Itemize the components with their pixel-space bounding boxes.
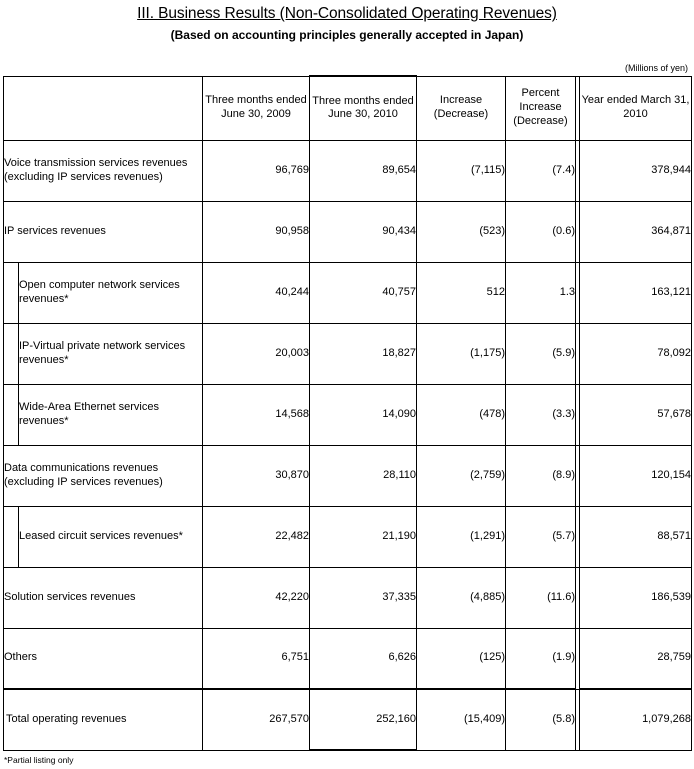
cell-q2009: 96,769: [203, 140, 310, 201]
row-label: Voice transmission services revenues (excluding IP services revenues): [4, 140, 203, 201]
cell-percent: (3.3): [506, 384, 576, 445]
header-increase: Increase (Decrease): [417, 76, 506, 140]
table-row: [4, 628, 692, 689]
cell-increase: (2,759): [417, 445, 506, 506]
cell-increase: (1,291): [417, 506, 506, 567]
cell-q2010: 40,757: [310, 262, 417, 323]
cell-q2010: 6,626: [310, 628, 417, 689]
table-row: [4, 384, 692, 445]
cell-percent: (0.6): [506, 201, 576, 262]
table-row: [4, 567, 692, 628]
cell-q2009: 90,958: [203, 201, 310, 262]
cell-q2009: 22,482: [203, 506, 310, 567]
cell-q2010: 21,190: [310, 506, 417, 567]
table-row: [4, 445, 692, 506]
cell-increase: (523): [417, 201, 506, 262]
cell-percent: (5.8): [506, 689, 576, 750]
cell-year: 378,944: [580, 140, 692, 201]
cell-increase: (15,409): [417, 689, 506, 750]
cell-increase: (478): [417, 384, 506, 445]
header-row: [4, 76, 692, 140]
row-label: IP-Virtual private network services revenues*: [19, 323, 203, 384]
cell-year: 1,079,268: [580, 689, 692, 750]
cell-year: 28,759: [580, 628, 692, 689]
cell-percent: 1.3: [506, 262, 576, 323]
row-label: IP services revenues: [4, 201, 203, 262]
cell-percent: (1.9): [506, 628, 576, 689]
row-label: Others: [4, 628, 203, 689]
cell-percent: (5.7): [506, 506, 576, 567]
cell-increase: (1,175): [417, 323, 506, 384]
cell-q2010: 28,110: [310, 445, 417, 506]
table-row: [4, 140, 692, 201]
cell-year: 120,154: [580, 445, 692, 506]
revenues-table: [3, 75, 692, 751]
row-label: Leased circuit services revenues*: [19, 506, 203, 567]
table-row: [4, 262, 692, 323]
cell-year: 88,571: [580, 506, 692, 567]
cell-q2010: 37,335: [310, 567, 417, 628]
cell-year: 78,092: [580, 323, 692, 384]
cell-q2010: 90,434: [310, 201, 417, 262]
header-q2010: Three months ended June 30, 2010: [310, 76, 417, 140]
cell-increase: 512: [417, 262, 506, 323]
table-row: [4, 201, 692, 262]
header-percent: Percent Increase (Decrease): [506, 76, 576, 140]
cell-percent: (5.9): [506, 323, 576, 384]
cell-increase: (125): [417, 628, 506, 689]
cell-year: 57,678: [580, 384, 692, 445]
cell-year: 163,121: [580, 262, 692, 323]
cell-q2009: 40,244: [203, 262, 310, 323]
cell-q2009: 30,870: [203, 445, 310, 506]
table-row: [4, 506, 692, 567]
row-label: Wide-Area Ethernet services revenues*: [19, 384, 203, 445]
cell-increase: (4,885): [417, 567, 506, 628]
row-label: Open computer network services revenues*: [19, 262, 203, 323]
page-title: III. Business Results (Non-Consolidated Operating Revenues): [137, 5, 557, 22]
units-note: (Millions of yen): [624, 63, 688, 73]
row-label: Total operating revenues: [4, 689, 203, 750]
total-row: [4, 689, 692, 750]
cell-q2010: 18,827: [310, 323, 417, 384]
cell-year: 364,871: [580, 201, 692, 262]
cell-q2009: 14,568: [203, 384, 310, 445]
cell-q2009: 267,570: [203, 689, 310, 750]
cell-q2010: 252,160: [310, 689, 417, 750]
cell-year: 186,539: [580, 567, 692, 628]
cell-percent: (11.6): [506, 567, 576, 628]
cell-increase: (7,115): [417, 140, 506, 201]
row-label: Data communications revenues (excluding IP services revenues): [4, 445, 203, 506]
cell-q2010: 14,090: [310, 384, 417, 445]
cell-q2009: 6,751: [203, 628, 310, 689]
cell-q2010: 89,654: [310, 140, 417, 201]
footnote: *Partial listing only: [4, 755, 74, 765]
cell-percent: (7.4): [506, 140, 576, 201]
header-q2009: Three months ended June 30, 2009: [203, 76, 310, 140]
table-row: [4, 323, 692, 384]
cell-q2009: 20,003: [203, 323, 310, 384]
header-year: Year ended March 31, 2010: [580, 76, 692, 140]
header-label-cell: [4, 76, 203, 140]
cell-q2009: 42,220: [203, 567, 310, 628]
row-label: Solution services revenues: [4, 567, 203, 628]
page-subtitle: (Based on accounting principles generally accepted in Japan): [170, 28, 524, 42]
cell-percent: (8.9): [506, 445, 576, 506]
